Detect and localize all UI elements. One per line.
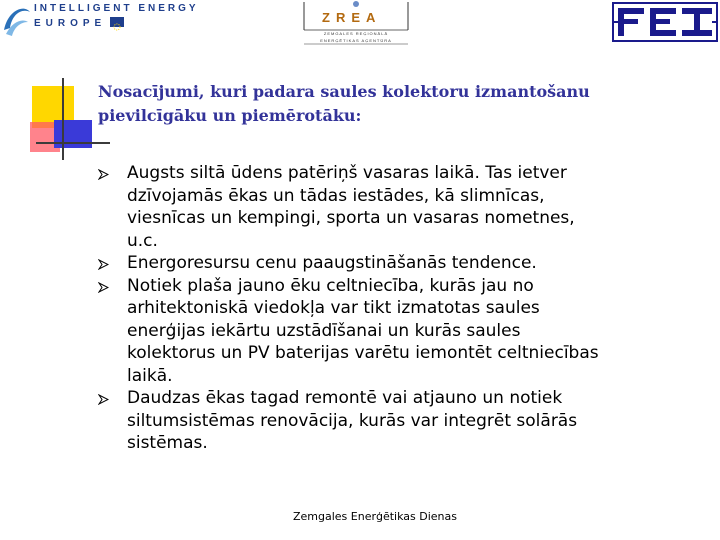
bullet-list [112,162,602,455]
zrea-logo-subtitle-line2: ENERĢĒTIKAS AĢENTŪRA [320,38,392,43]
iee-swirl-icon [0,0,34,40]
fei-logo-mark-icon [612,2,718,42]
bullet-text: Notiek plaša jauno ēku celtniecība, kurās jau no arhitektoniskā viedokļa var tikt izmatotas saules enerģijas iekārtu uzstādīšanai un kurās saules kolektorus un PV baterijas varētu iemontēt celtniecības laikā. [127,275,599,386]
list-item [112,387,602,455]
arrow-bullet-icon [98,282,109,293]
bullet-text: Augsts siltā ūdens patēriņš vasaras laikā. Tas ietver dzīvojamās ēkas un tādas iestādes, kā slimnīcas, viesnīcas un kempingi, sporta un vasaras nometnes, u.c. [127,163,575,251]
list-item [112,275,602,388]
arrow-bullet-icon [98,259,109,270]
bullet-text: Daudzas ēkas tagad remontē vai atjauno un notiek siltumsistēmas renovācija, kurās var integrēt solārās sistēmas. [127,388,578,453]
decorative-horizontal-line [36,142,110,144]
zrea-logo-subtitle-line1: ZEMGALES REĢIONĀLĀ [323,31,389,36]
bullet-text: Energoresursu cenu paaugstināšanās tendence. [127,253,537,273]
eu-flag-icon [110,17,124,27]
list-item [112,162,602,252]
header-logos [0,0,720,50]
fei-logo [612,2,718,42]
iee-text-line2: EUROPE [34,18,107,29]
arrow-bullet-icon [98,169,109,180]
slide-title: Nosacījumi, kuri padara saules kolektoru izmantošanu pievilcīgāku un piemērotāku: [98,82,590,125]
slide-footer: Zemgales Enerģētikas Dienas [292,510,457,523]
intelligent-energy-europe-logo [0,0,200,40]
zrea-logo-text: ZREA [322,10,382,25]
zrea-logo [300,0,412,48]
decorative-vertical-line [62,78,64,160]
arrow-bullet-icon [98,394,109,405]
iee-text-line1: INTELLIGENT ENERGY [34,3,199,14]
list-item [112,252,602,275]
